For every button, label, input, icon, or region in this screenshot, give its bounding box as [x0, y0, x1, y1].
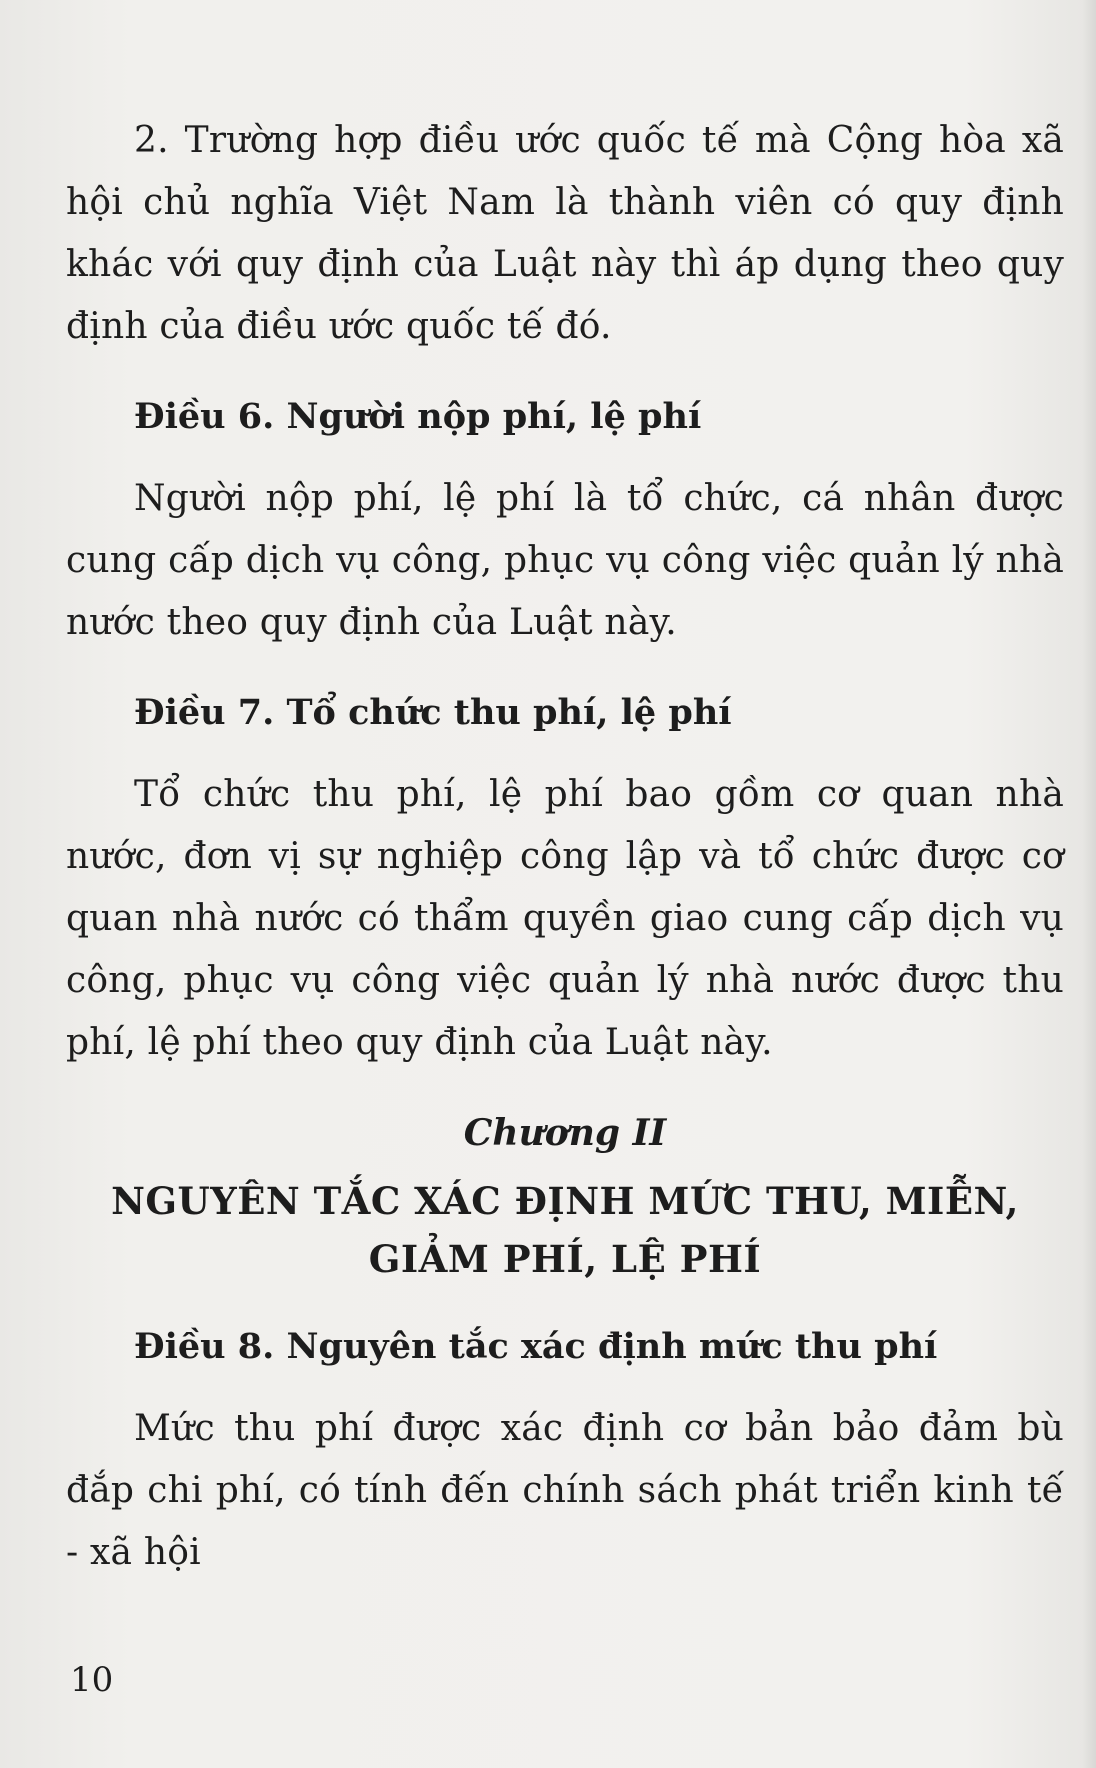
page-content	[66, 110, 1064, 1584]
page-number: 10	[70, 1660, 114, 1700]
article-6-heading: Điều 6. Người nộp phí, lệ phí	[134, 396, 702, 437]
chapter-title-line-1: NGUYÊN TẮC XÁC ĐỊNH MỨC THU, MIỄN,	[111, 1179, 1019, 1223]
article-8-body: Mức thu phí được xác định cơ bản bảo đảm bù đắp chi phí, có tính đến chính sách phát triển kinh tế - xã hội	[66, 1408, 1064, 1573]
article-6-body: Người nộp phí, lệ phí là tổ chức, cá nhân được cung cấp dịch vụ công, phục vụ công việc quản lý nhà nước theo quy định của Luật này.	[66, 478, 1064, 643]
article-7-heading: Điều 7. Tổ chức thu phí, lệ phí	[134, 692, 732, 733]
article-7-body: Tổ chức thu phí, lệ phí bao gồm cơ quan nhà nước, đơn vị sự nghiệp công lập và tổ chức được cơ quan nhà nước có thẩm quyền giao cung cấp dịch vụ công, phục vụ công việc quản lý nhà nước được thu phí, lệ phí theo quy định của Luật này.	[66, 774, 1064, 1063]
chapter-label: Chương II	[463, 1112, 667, 1154]
page-gutter-shadow	[1082, 0, 1096, 1768]
article-5-clause-2: 2. Trường hợp điều ước quốc tế mà Cộng hòa xã hội chủ nghĩa Việt Nam là thành viên có quy định khác với quy định của Luật này thì áp dụng theo quy định của điều ước quốc tế đó.	[66, 120, 1064, 347]
chapter-title-line-2: GIẢM PHÍ, LỆ PHÍ	[368, 1237, 762, 1281]
article-8-heading: Điều 8. Nguyên tắc xác định mức thu phí	[134, 1326, 938, 1367]
